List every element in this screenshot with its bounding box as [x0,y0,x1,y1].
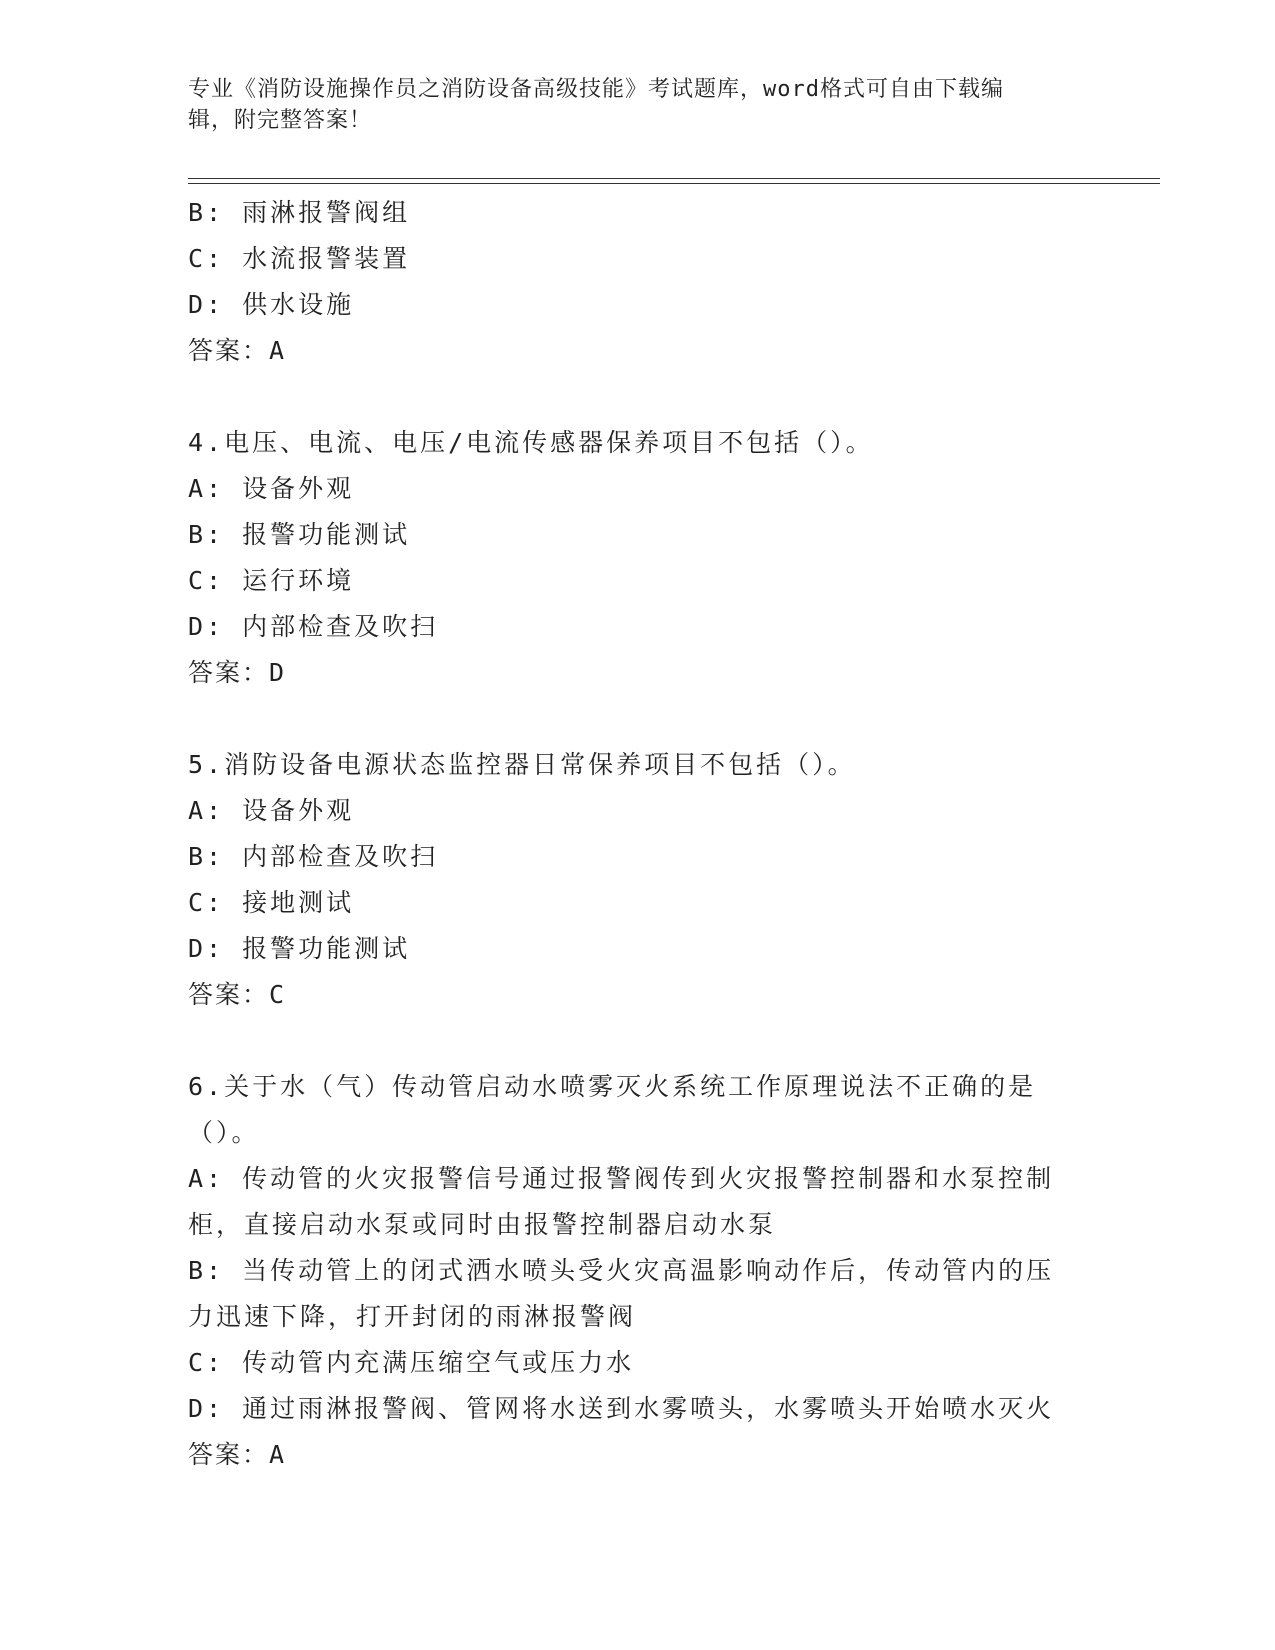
answer-value: D [269,658,287,687]
answer-label: 答案： [188,980,270,1009]
answer-value: A [269,1440,287,1469]
answer-line [188,650,1088,696]
header-divider-bottom [188,183,1160,184]
option-d: D: 内部检查及吹扫 [188,612,439,641]
answer-label: 答案： [188,658,270,687]
answer-line [188,972,1088,1018]
option-b: B: 报警功能测试 [188,520,411,549]
answer-label: 答案： [188,1440,270,1469]
answer-value: A [269,336,287,365]
option-a-line-2: 柜，直接启动水泵或同时由报警控制器启动水泵 [188,1210,777,1239]
question-text-line-1: 6.关于水（气）传动管启动水喷雾灭火系统工作原理说法不正确的是 [188,1072,1037,1101]
option-d: D: 供水设施 [188,290,355,319]
question-4-block [188,420,1088,696]
option-a: A: 设备外观 [188,474,355,503]
answer-line [188,328,1088,374]
option-b-line-1: B: 当传动管上的闭式洒水喷头受火灾高温影响动作后，传动管内的压 [188,1256,1055,1285]
question-list [188,190,1088,1478]
header-divider-top [188,178,1160,179]
question-6-block [188,1064,1088,1478]
question-text: 5.消防设备电源状态监控器日常保养项目不包括（）。 [188,750,856,779]
header-line-1: 专业《消防设施操作员之消防设备高级技能》考试题库，word格式可自由下载编 [188,77,1004,102]
option-c: C: 接地测试 [188,888,355,917]
option-a-line-1: A: 传动管的火灾报警信号通过报警阀传到火灾报警控制器和水泵控制 [188,1164,1055,1193]
option-b-line-2: 力迅速下降，打开封闭的雨淋报警阀 [188,1302,637,1331]
option-a: A: 设备外观 [188,796,355,825]
question-text-line-2: （）。 [188,1118,260,1147]
answer-value: C [269,980,287,1009]
question-text: 4.电压、电流、电压/电流传感器保养项目不包括（）。 [188,428,874,457]
header-line-2: 辑，附完整答案！ [188,108,373,133]
question-3-block [188,190,1088,374]
answer-label: 答案： [188,336,270,365]
option-c: C: 水流报警装置 [188,244,411,273]
option-d: D: 报警功能测试 [188,934,411,963]
answer-line [188,1432,1088,1478]
question-5-block [188,742,1088,1018]
option-b: B: 雨淋报警阀组 [188,198,411,227]
option-b: B: 内部检查及吹扫 [188,842,439,871]
document-header [188,74,1068,136]
option-c: C: 运行环境 [188,566,355,595]
option-d: D: 通过雨淋报警阀、管网将水送到水雾喷头，水雾喷头开始喷水灭火 [188,1394,1055,1423]
option-c: C: 传动管内充满压缩空气或压力水 [188,1348,635,1377]
